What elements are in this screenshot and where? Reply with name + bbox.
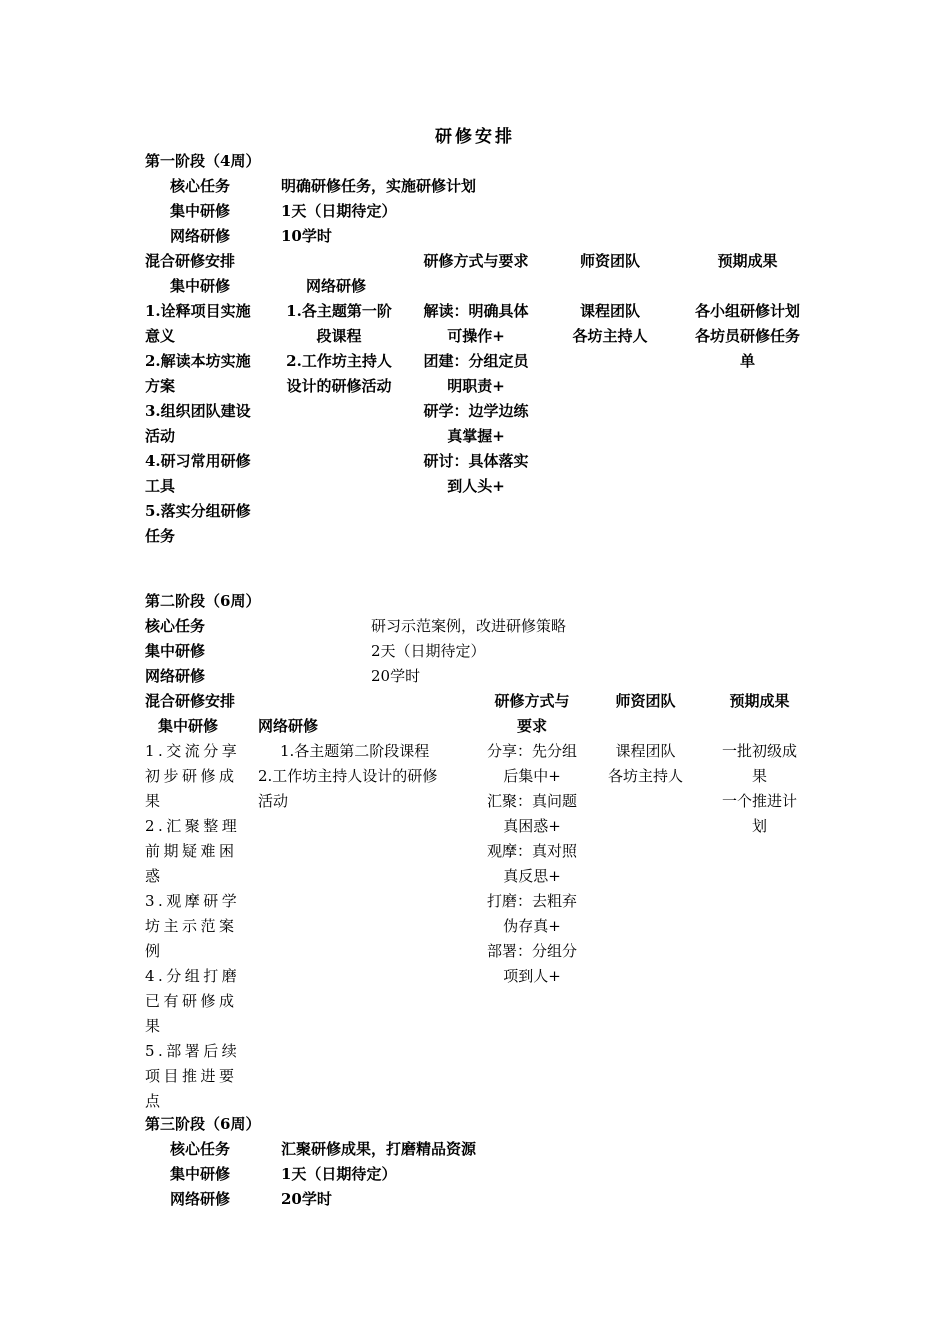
stage-2-col-outcome: 预期成果: [729, 692, 790, 710]
stage-2-col-method: 研修方式与 要求: [494, 692, 570, 735]
stage-1-col-team: 师资团队: [579, 252, 640, 270]
stage-1-col-online: 网络研修: [306, 277, 367, 295]
stage-2-method-items: 分享：先分组 后集中+ 汇聚：真问题 真困惑+ 观摩：真对照 真反思+ 打磨：去粗弃 伪存真+ 部署：分组分 项到人+: [486, 742, 577, 985]
stage-2-online-value: 20学时: [371, 667, 421, 685]
stage-1-outcome-items: 各小组研修计划 各坊员研修任务 单: [694, 302, 800, 370]
stage-1-col-outcome: 预期成果: [717, 252, 778, 270]
stage-2-central-value: 2天（日期待定）: [371, 642, 486, 660]
stage-2-online-item-2: 2.工作坊主持人设计的研修 活动: [258, 767, 438, 810]
stage-2-online-item-1: 1.各主题第二阶段课程: [280, 742, 430, 760]
stage-3-online-label: 网络研修: [170, 1190, 231, 1208]
stage-3-core-value: 汇聚研修成果，打磨精品资源: [281, 1140, 477, 1158]
stage-2-col-online: 网络研修: [258, 717, 319, 735]
stage-1-heading: 第一阶段（4周）: [145, 152, 261, 170]
stage-1-col-method: 研修方式与要求: [423, 252, 529, 270]
stage-2-core-value: 研习示范案例，改进研修策略: [371, 617, 567, 635]
stage-1-central-value: 1天（日期待定）: [281, 202, 397, 220]
stage-1-plan-label: 混合研修安排: [145, 252, 236, 270]
stage-2-central-items: 1.交流分享 初步研修成 果 2.汇聚整理 前期疑难困 惑 3.观摩研学 坊主示范案 例 4.分组打磨 已有研修成 果 5.部署后续 项目推进要 点: [145, 742, 241, 1110]
stage-2-team-items: 课程团队 各坊主持人: [607, 742, 683, 785]
stage-3-central-value: 1天（日期待定）: [281, 1165, 397, 1183]
stage-3-central-label: 集中研修: [170, 1165, 231, 1183]
stage-1-online-items: 1.各主题第一阶 段课程 2.工作坊主持人 设计的研修活动: [286, 302, 392, 395]
stage-2-online-label: 网络研修: [145, 667, 206, 685]
stage-1-online-label: 网络研修: [170, 227, 231, 245]
stage-2-col-central: 集中研修: [158, 717, 219, 735]
stage-1-central-items: 1.诠释项目实施 意义 2.解读本坊实施 方案 3.组织团队建设 活动 4.研习常用研修 工具 5.落实分组研修 任务: [145, 302, 251, 545]
stage-1-core-label: 核心任务: [170, 177, 231, 195]
stage-2-col-team: 师资团队: [615, 692, 676, 710]
stage-1-col-central: 集中研修: [170, 277, 231, 295]
stage-2-core-label: 核心任务: [145, 617, 206, 635]
stage-2-outcome-items: 一批初级成 果 一个推进计 划: [721, 742, 797, 835]
stage-1-online-value: 10学时: [281, 227, 332, 245]
stage-2-heading: 第二阶段（6周）: [145, 592, 261, 610]
stage-3-core-label: 核心任务: [170, 1140, 231, 1158]
stage-3-heading: 第三阶段（6周）: [145, 1115, 261, 1133]
stage-1-team-items: 课程团队 各坊主持人: [572, 302, 648, 345]
page-title: 研修安排: [435, 127, 515, 147]
stage-2-central-label: 集中研修: [145, 642, 206, 660]
stage-1-core-value: 明确研修任务，实施研修计划: [281, 177, 477, 195]
stage-1-central-label: 集中研修: [170, 202, 231, 220]
stage-2-plan-label: 混合研修安排: [145, 692, 236, 710]
stage-1-method-items: 解读：明确具体 可操作+ 团建：分组定员 明职责+ 研学：边学边练 真掌握+ 研讨：具体落实 到人头+: [423, 302, 529, 495]
stage-3-online-value: 20学时: [281, 1190, 332, 1208]
